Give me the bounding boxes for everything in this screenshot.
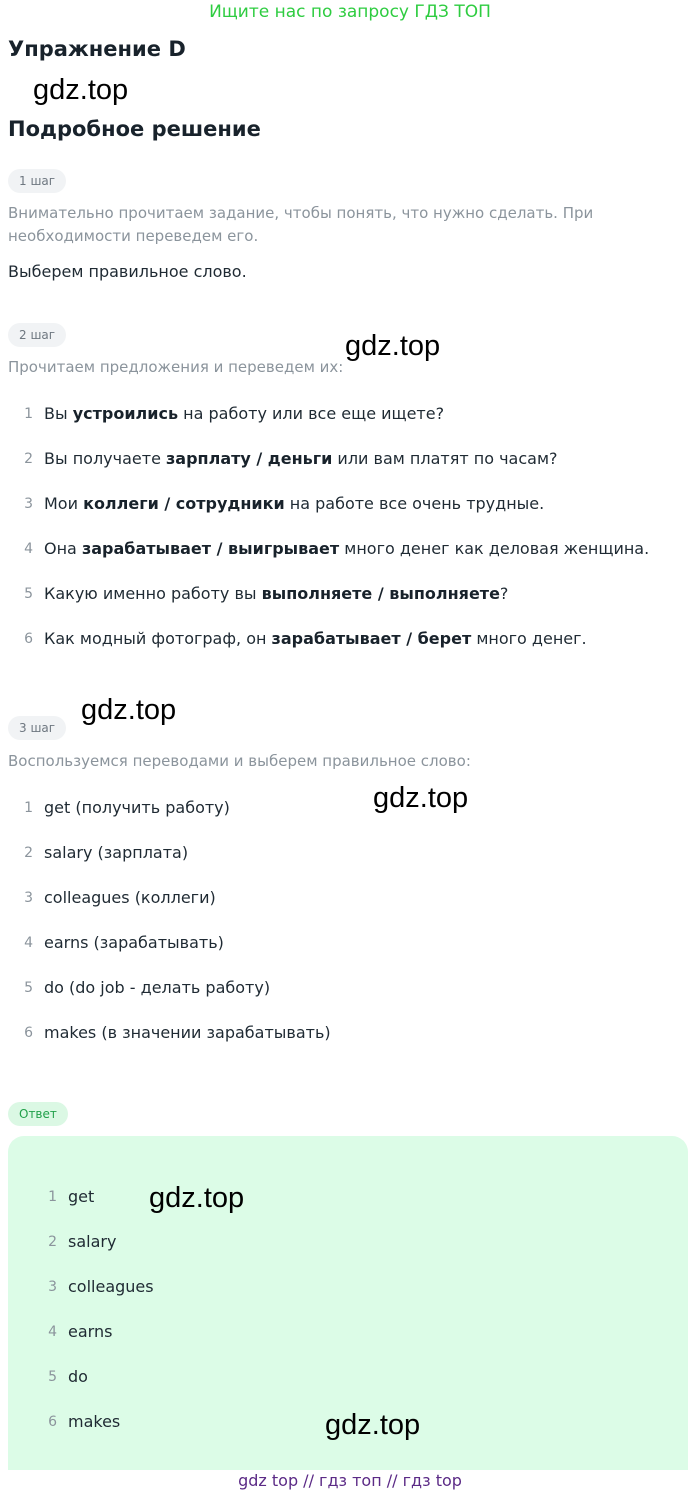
choice-item: get (получить работу)	[44, 798, 230, 817]
answer-item: colleagues	[68, 1277, 154, 1296]
watermark: gdz.top	[81, 694, 177, 726]
sentence-number: 2	[24, 451, 33, 467]
step-1-text: Выберем правильное слово.	[8, 262, 247, 281]
watermark: gdz.top	[33, 74, 129, 106]
sentence-number: 3	[24, 496, 33, 512]
answer-item: makes	[68, 1412, 121, 1431]
answer-number: 5	[48, 1369, 57, 1385]
sentence-number: 5	[24, 586, 33, 602]
step-1-note: Внимательно прочитаем задание, чтобы понять, что нужно сделать. При необходимости переведем его.	[8, 204, 594, 245]
step-2-note: Прочитаем предложения и переведем их:	[8, 358, 344, 376]
choice-number: 2	[24, 845, 33, 861]
choice-number: 3	[24, 890, 33, 906]
sentence-item: Вы получаете зарплату / деньги или вам платят по часам?	[44, 449, 558, 468]
sentence-number: 4	[24, 541, 33, 557]
step-2-badge: 2 шаг	[8, 323, 66, 347]
answer-item: salary	[68, 1232, 117, 1251]
choice-item: earns (зарабатывать)	[44, 933, 224, 952]
choice-item: makes (в значении зарабатывать)	[44, 1023, 331, 1042]
solution-title: Подробное решение	[8, 117, 261, 141]
choice-item: do (do job - делать работу)	[44, 978, 271, 997]
choice-item: colleagues (коллеги)	[44, 888, 216, 907]
choice-number: 5	[24, 980, 33, 996]
answer-badge: Ответ	[8, 1102, 68, 1126]
answer-item: earns	[68, 1322, 113, 1341]
sentence-item: Как модный фотограф, он зарабатывает / берет много денег.	[44, 629, 587, 648]
watermark: gdz.top	[373, 782, 469, 814]
answer-number: 2	[48, 1234, 57, 1250]
answer-number: 4	[48, 1324, 57, 1340]
choice-number: 1	[24, 800, 33, 816]
footer-links: gdz top // гдз топ // гдз top	[238, 1471, 462, 1490]
watermark: gdz.top	[149, 1182, 245, 1214]
search-banner: Ищите нас по запросу ГДЗ ТОП	[209, 2, 491, 22]
sentence-item: Мои коллеги / сотрудники на работе все очень трудные.	[44, 494, 545, 513]
sentence-number: 1	[24, 406, 33, 422]
answer-item: do	[68, 1367, 88, 1386]
step-1-badge: 1 шаг	[8, 169, 66, 193]
choice-number: 6	[24, 1025, 33, 1041]
sentence-number: 6	[24, 631, 33, 647]
answer-number: 3	[48, 1279, 57, 1295]
choice-item: salary (зарплата)	[44, 843, 189, 862]
watermark: gdz.top	[345, 330, 441, 362]
answer-number: 6	[48, 1414, 57, 1430]
watermark: gdz.top	[325, 1409, 421, 1441]
step-3-badge: 3 шаг	[8, 716, 66, 740]
step-3-note: Воспользуемся переводами и выберем правильное слово:	[8, 752, 471, 770]
sentence-item: Какую именно работу вы выполняете / выполняете?	[44, 584, 509, 603]
choice-number: 4	[24, 935, 33, 951]
sentence-item: Она зарабатывает / выигрывает много денег как деловая женщина.	[44, 539, 650, 558]
answer-number: 1	[48, 1189, 57, 1205]
exercise-title: Упражнение D	[8, 37, 186, 61]
answer-item: get	[68, 1187, 95, 1206]
sentence-item: Вы устроились на работу или все еще ищете?	[44, 404, 445, 423]
